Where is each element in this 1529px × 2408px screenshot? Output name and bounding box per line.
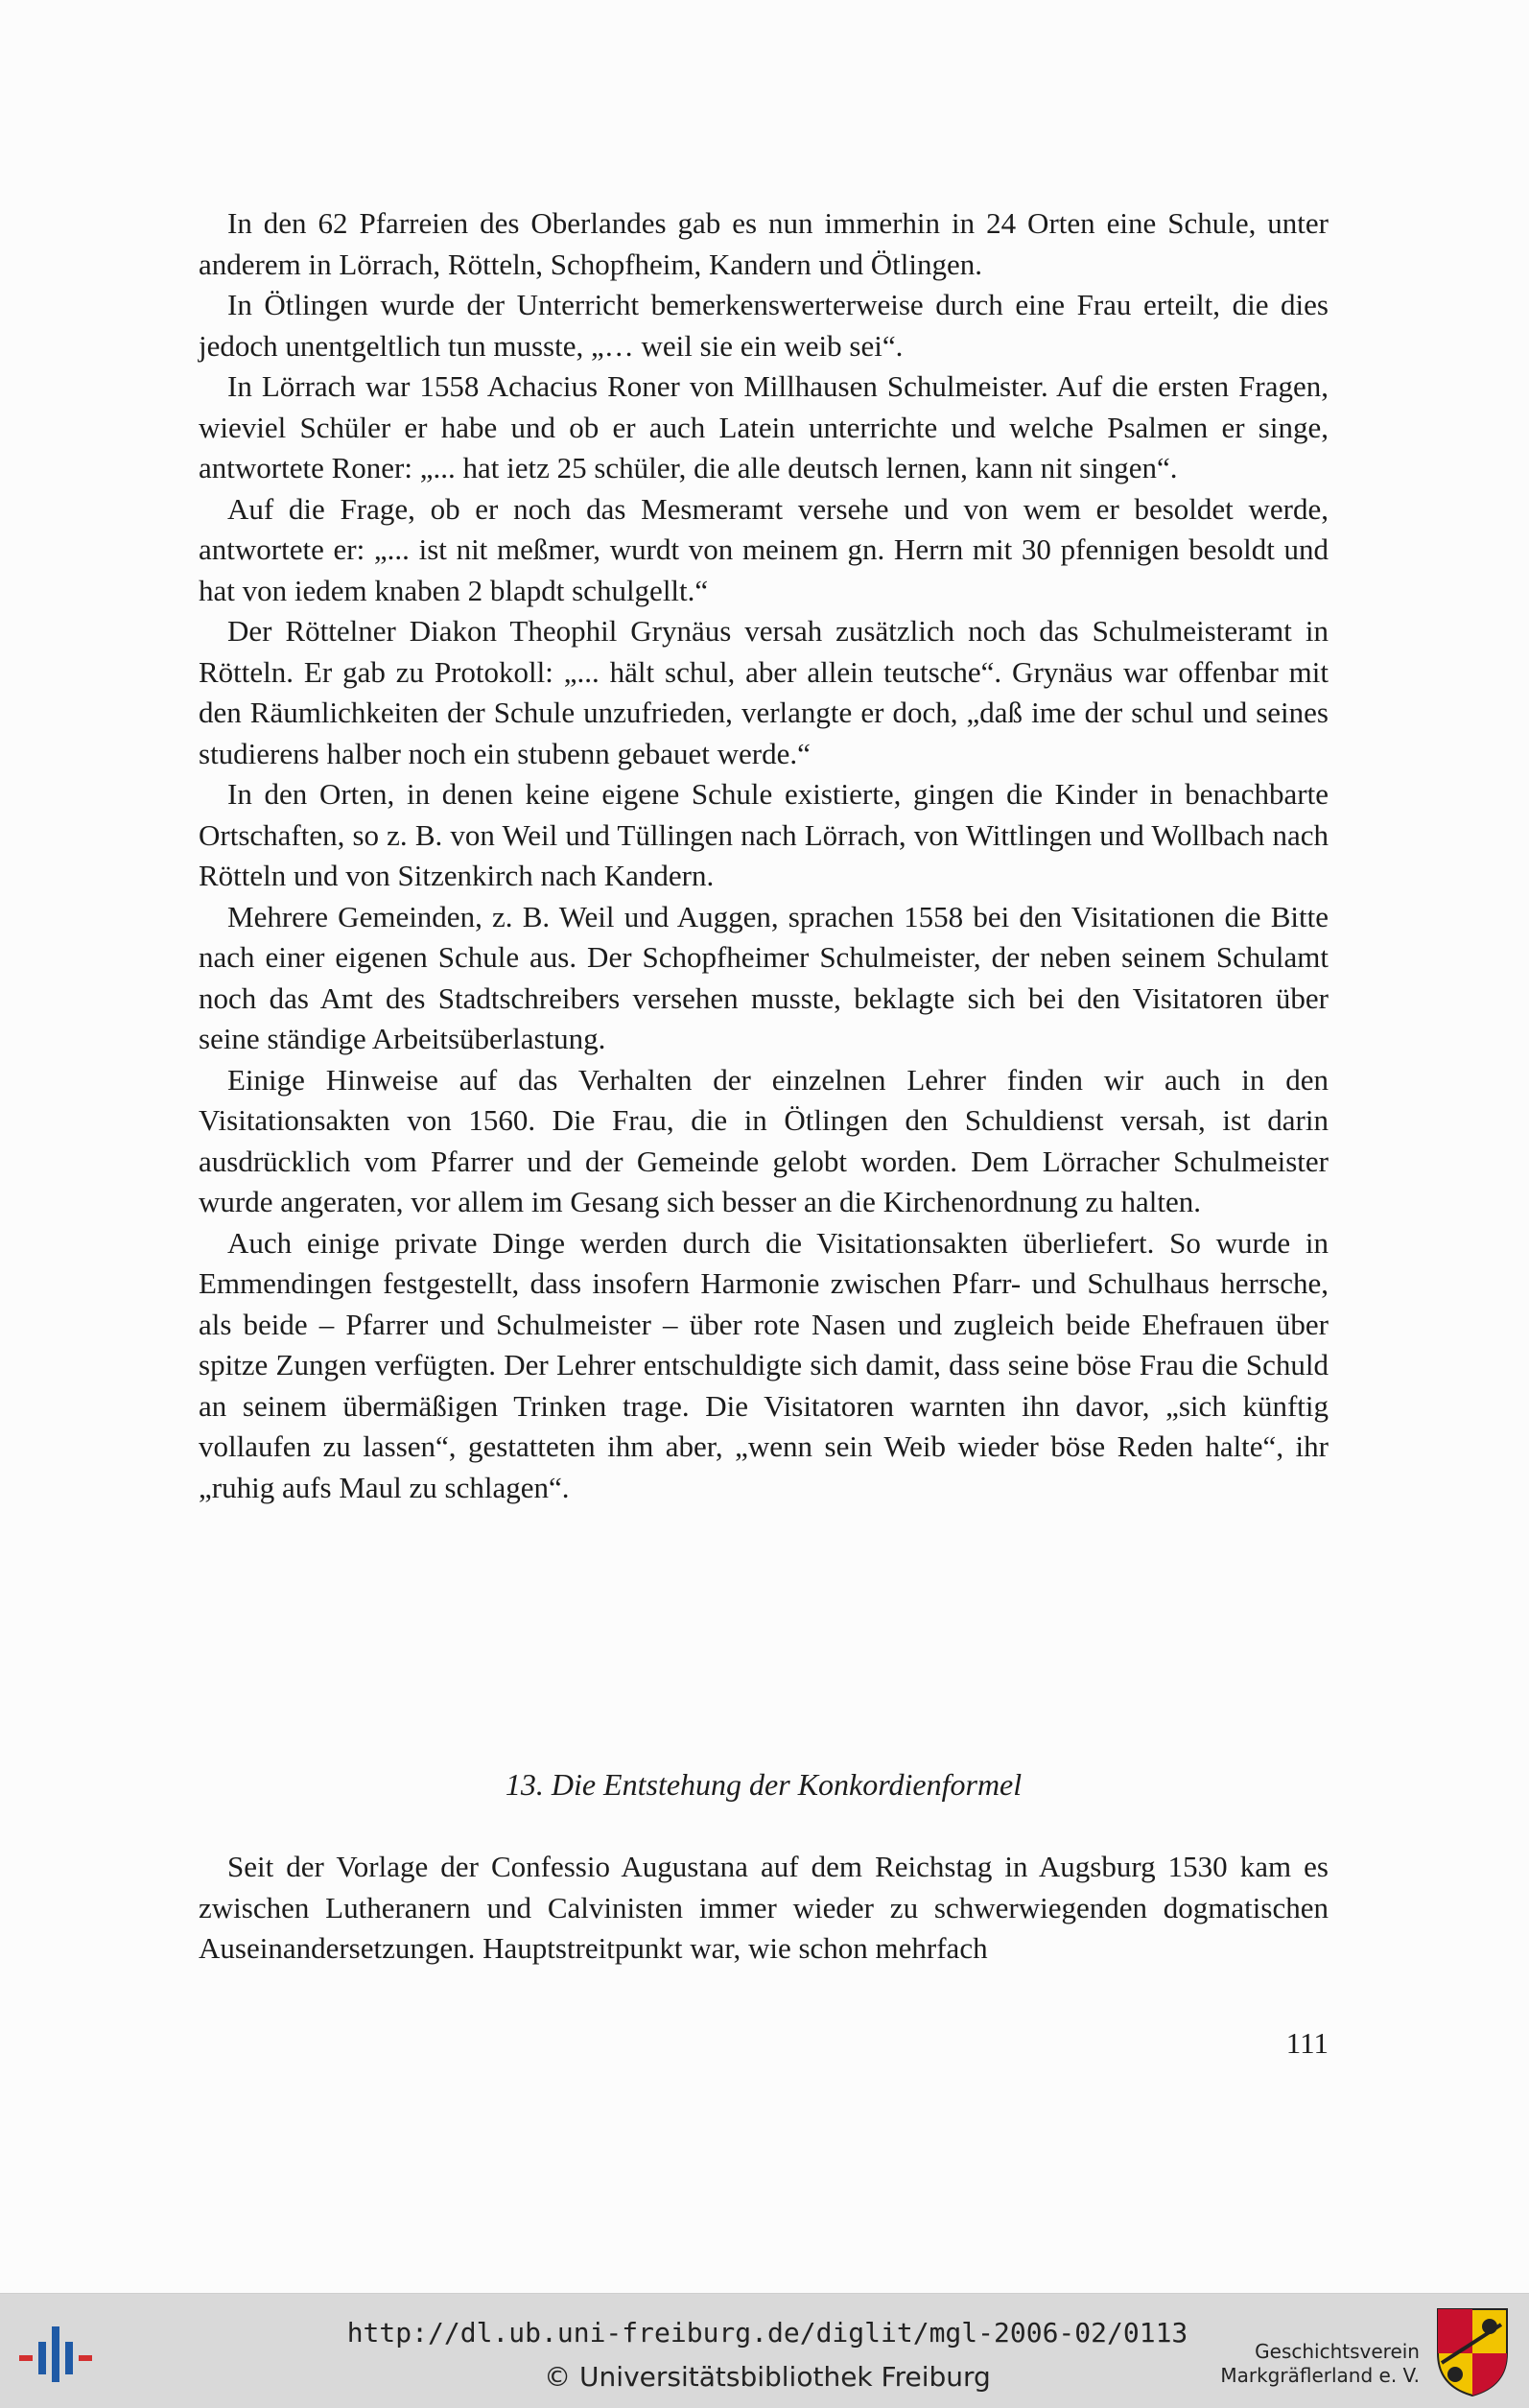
viewer-footer <box>0 2293 1529 2408</box>
library-logo-icon <box>17 2319 104 2388</box>
section-heading: 13. Die Entstehung der Konkordienformel <box>505 1767 1023 1802</box>
paragraph: Der Röttelner Diakon Theophil Grynäus versah zusätzlich noch das Schulmeisteramt in Rötteln. Er gab zu Protokoll: „... hält schul, aber allein teutsche“. Grynäus war offenbar mit den Räumlichkeiten der Schule unzufrieden, verlangte er doch, „daß ime der schul und seines studierens halber noch ein stubenn gebauet werde.“ <box>199 614 1329 770</box>
paragraph: Mehrere Gemeinden, z. B. Weil und Auggen, sprachen 1558 bei den Visitationen die Bitte nach einer eigenen Schule aus. Der Schopfheimer Schulmeister, der neben seinem Schulamt noch das Amt des Stadtschreibers versehen musste, beklagte sich bei den Visitatoren über seine ständige Arbeitsüberlastung. <box>199 899 1329 1055</box>
copyright-text: © Universitätsbibliothek Freiburg <box>544 2361 991 2393</box>
paragraph: In den 62 Pfarreien des Oberlandes gab es nun immerhin in 24 Orten eine Schule, unter anderem in Lörrach, Rötteln, Schopfheim, Kandern und Ötlingen. <box>199 206 1329 281</box>
publisher-line: Markgräflerland e. V. <box>1220 2364 1420 2387</box>
paragraph: Seit der Vorlage der Confessio Augustana auf dem Reichstag in Augsburg 1530 kam es zwischen Lutheranern und Calvinisten immer wieder zu schwerwiegenden dogmatischen Auseinandersetzungen. Hauptstreitpunkt war, wie schon mehrfach <box>199 1850 1329 1965</box>
paragraph: Auch einige private Dinge werden durch die Visitationsakten überliefert. So wurde in Emmendingen festgestellt, dass insofern Harmonie zwischen Pfarr- und Schulhaus herrsche, als beide – Pfarrer und Schulmeister – über rote Nasen und zugleich beide Ehefrauen über spitze Zungen verfügten. Der Lehrer entschuldigte sich damit, dass seine böse Frau die Schuld an seinem übermäßigen Trinken trage. Die Visitatoren warnten ihn davor, „sich künftig vollaufen zu lassen“, gestatteten ihm aber, „wenn sein Weib wieder böse Reden halte“, ihr „ruhig aufs Maul zu schlagen“. <box>199 1225 1329 1504</box>
paragraph: Auf die Frage, ob er noch das Mesmeramt versehe und von wem er besoldet werde, antwortete er: „... ist nit meßmer, wurdt von meinem gn. Herrn mit 30 pfennigen besoldt und hat von iedem knaben 2 blapdt schulgellt.“ <box>199 491 1329 607</box>
paragraph: In Ötlingen wurde der Unterricht bemerkenswerterweise durch eine Frau erteilt, die dies jedoch unentgeltlich tun musste, „… weil sie ein weib sei“. <box>199 288 1329 363</box>
permalink-url[interactable]: http://dl.ub.uni-freiburg.de/diglit/mgl-2006-02/0113 <box>346 2317 1188 2349</box>
publisher-line: Geschichtsverein <box>1255 2340 1420 2363</box>
publisher-name <box>1132 2340 1420 2388</box>
paragraph: In den Orten, in denen keine eigene Schule existierte, gingen die Kinder in benachbarte Ortschaften, so z. B. von Weil und Tüllingen nach Lörrach, von Wittlingen und Wollbach nach Rötteln und von Sitzenkirch nach Kandern. <box>199 777 1329 892</box>
paragraph: Einige Hinweise auf das Verhalten der einzelnen Lehrer finden wir auch in den Visitationsakten von 1560. Die Frau, die in Ötlingen den Schuldienst versah, ist darin ausdrücklich vom Pfarrer und der Gemeinde gelobt worden. Dem Lörracher Schulmeister wurde angeraten, vor allem im Gesang sich besser an die Kirchenordnung zu halten. <box>199 1062 1329 1218</box>
paragraph: In Lörrach war 1558 Achacius Roner von Millhausen Schulmeister. Auf die ersten Fragen, wieviel Schüler er habe und ob er auch Latein unterrichte und welche Psalmen er singe, antwortete Roner: „... hat ietz 25 schüler, die alle deutsch lernen, kann nit singen“. <box>199 369 1329 484</box>
coat-of-arms-icon <box>1434 2305 1511 2397</box>
body-text-continued <box>199 1847 1329 1970</box>
body-text <box>199 203 1329 1508</box>
page-number: 111 <box>1285 2026 1329 2060</box>
